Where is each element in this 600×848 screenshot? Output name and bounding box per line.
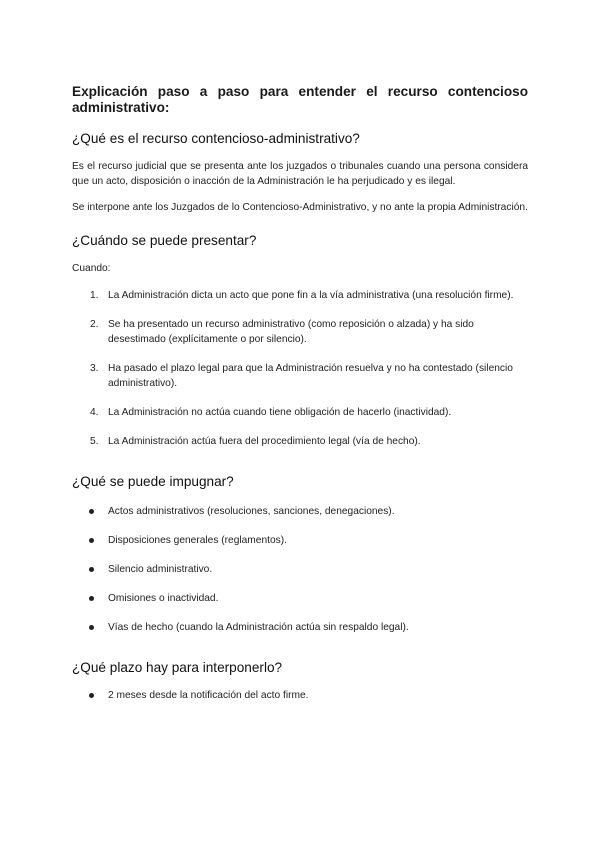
list-item — [72, 620, 528, 635]
list-item-number: 2. — [90, 319, 99, 330]
list-item-text: Actos administrativos (resoluciones, sanciones, denegaciones). — [108, 506, 395, 517]
list-item-text: La Administración actúa fuera del procedimiento legal (vía de hecho). — [108, 436, 421, 447]
list-item-text: Ha pasado el plazo legal para que la Administración resuelva y no ha contestado (silencio administrativo). — [108, 363, 513, 389]
list-item-number: 5. — [90, 436, 99, 447]
list-item — [72, 591, 528, 606]
document-title — [72, 84, 528, 116]
list-item-number: 3. — [90, 363, 99, 374]
list-item — [72, 405, 528, 420]
section-heading-deadline: ¿Qué plazo hay para interponerlo? — [72, 660, 283, 675]
list-item-text: Disposiciones generales (reglamentos). — [108, 535, 287, 546]
list-item — [72, 562, 528, 577]
document-title-line-2: administrativo: — [72, 100, 170, 115]
list-item-text: Se ha presentado un recurso administrativo (como reposición o alzada) y ha sido desestimado (explícitamente o por silencio). — [108, 319, 474, 345]
document-title-line-1: Explicación paso a paso para entender el recurso contencioso — [72, 84, 528, 99]
paragraph-definition: Es el recurso judicial que se presenta ante los juzgados o tribunales cuando una persona considera que un acto, disposición o inacción de la Administración le ha perjudicado y es ilegal. — [72, 161, 528, 187]
challengeable-bullet-list — [72, 504, 528, 635]
paragraph-when-intro: Cuando: — [72, 263, 111, 274]
bullet-icon — [89, 538, 94, 543]
list-item-number: 1. — [90, 290, 99, 301]
list-item-text: 2 meses desde la notificación del acto firme. — [108, 690, 309, 701]
list-item — [72, 688, 528, 703]
list-item — [72, 434, 528, 449]
deadline-bullet-list — [72, 688, 528, 703]
section-heading-when: ¿Cuándo se puede presentar? — [72, 233, 257, 248]
bullet-icon — [89, 509, 94, 514]
when-numbered-list — [72, 288, 528, 449]
section-heading-what-is: ¿Qué es el recurso contencioso-administrativo? — [72, 131, 360, 146]
bullet-icon — [89, 625, 94, 630]
list-item-text: Omisiones o inactividad. — [108, 593, 219, 604]
bullet-icon — [89, 693, 94, 698]
bullet-icon — [89, 596, 94, 601]
list-item — [72, 533, 528, 548]
list-item-text: La Administración no actúa cuando tiene obligación de hacerlo (inactividad). — [108, 407, 452, 418]
list-item-text: La Administración dicta un acto que pone fin a la vía administrativa (una resolución firme). — [108, 290, 514, 301]
list-item — [72, 504, 528, 519]
list-item — [72, 288, 528, 303]
paragraph-where-filed: Se interpone ante los Juzgados de lo Contencioso-Administrativo, y no ante la propia Administración. — [72, 202, 528, 213]
document-page — [72, 84, 528, 703]
list-item-text: Vías de hecho (cuando la Administración actúa sin respaldo legal). — [108, 622, 409, 633]
list-item-number: 4. — [90, 407, 99, 418]
list-item-text: Silencio administrativo. — [108, 564, 213, 575]
list-item — [72, 361, 528, 391]
section-heading-what-can-be-challenged: ¿Qué se puede impugnar? — [72, 474, 234, 489]
list-item — [72, 317, 528, 347]
bullet-icon — [89, 567, 94, 572]
